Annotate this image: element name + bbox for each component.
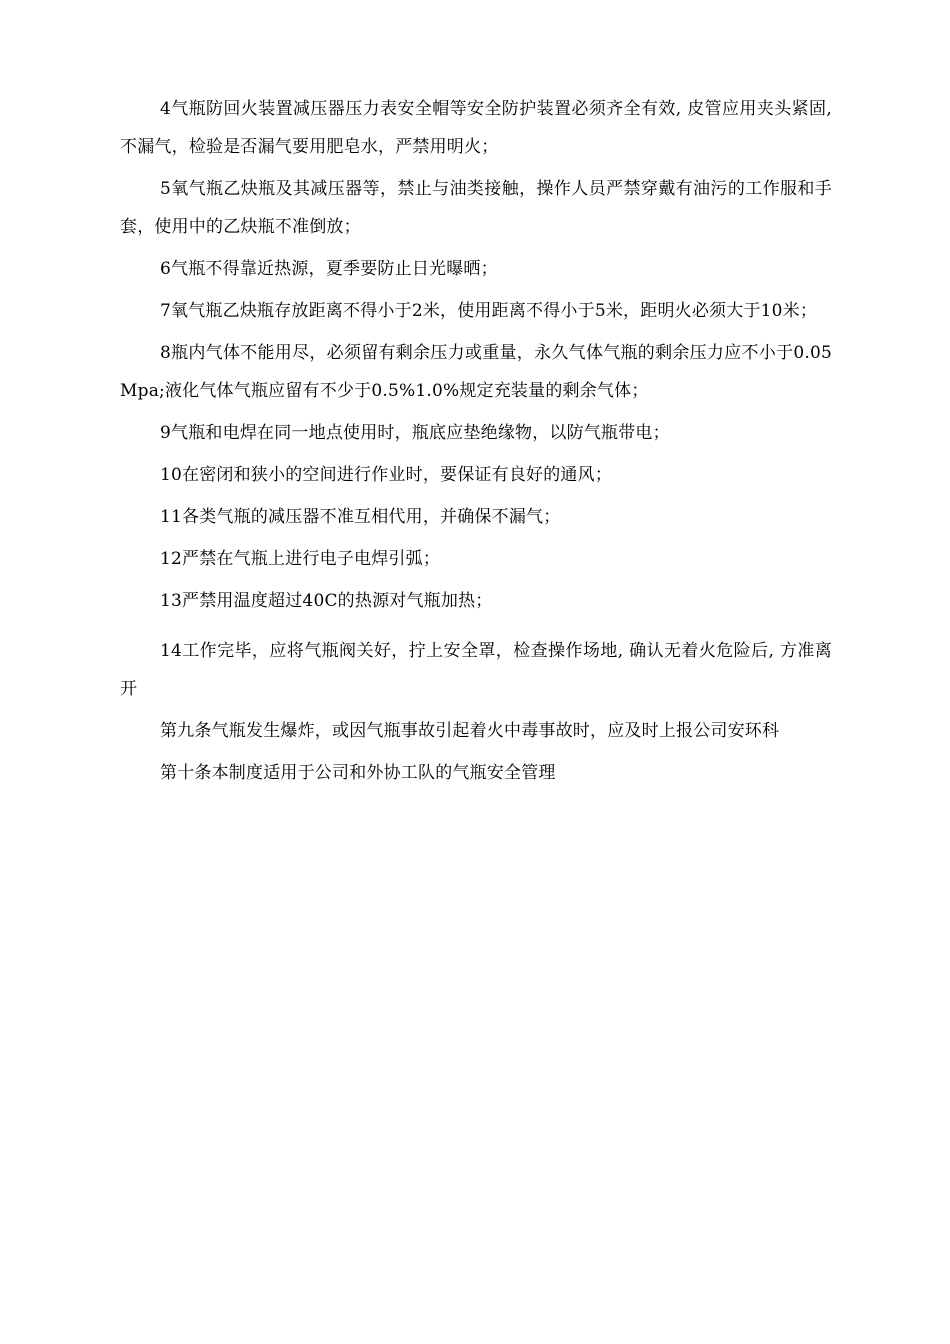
paragraph-article-10: 第十条本制度适用于公司和外协工队的气瓶安全管理 bbox=[160, 763, 556, 783]
paragraph-item-8: 8瓶内气体不能用尽，必须留有剩余压力或重量，永久气体气瓶的剩余压力应不小于0.05Mpa;液化气体气瓶应留有不少于0.5%1.0%规定充装量的剩余气体； bbox=[120, 343, 832, 401]
document-body bbox=[120, 90, 832, 792]
paragraph-item-4: 4气瓶防回火装置减压器压力表安全帽等安全防护装置必须齐全有效, 皮管应用夹头紧固, 不漏气，检验是否漏气要用肥皂水，严禁用明火； bbox=[120, 99, 832, 157]
paragraph-item-10: 10在密闭和狭小的空间进行作业时，要保证有良好的通风； bbox=[160, 465, 613, 485]
paragraph-item-6: 6气瓶不得靠近热源，夏季要防止日光曝晒； bbox=[160, 259, 498, 279]
paragraph-item-13: 13严禁用温度超过40C的热源对气瓶加热； bbox=[160, 591, 493, 611]
paragraph-item-5: 5氧气瓶乙炔瓶及其减压器等，禁止与油类接触，操作人员严禁穿戴有油污的工作服和手套，使用中的乙炔瓶不准倒放； bbox=[120, 179, 832, 237]
paragraph-item-12: 12严禁在气瓶上进行电子电焊引弧； bbox=[160, 549, 441, 569]
paragraph-item-9: 9气瓶和电焊在同一地点使用时，瓶底应垫绝缘物，以防气瓶带电； bbox=[160, 423, 670, 443]
paragraph-item-14: 14工作完毕，应将气瓶阀关好，拧上安全罩，检查操作场地, 确认无着火危险后, 方准离开 bbox=[120, 641, 832, 699]
paragraph-article-9: 第九条气瓶发生爆炸，或因气瓶事故引起着火中毒事故时，应及时上报公司安环科 bbox=[160, 721, 780, 741]
paragraph-item-11: 11各类气瓶的减压器不准互相代用，并确保不漏气； bbox=[160, 507, 561, 527]
paragraph-item-7: 7氧气瓶乙炔瓶存放距离不得小于2米，使用距离不得小于5米，距明火必须大于10米； bbox=[160, 301, 818, 321]
